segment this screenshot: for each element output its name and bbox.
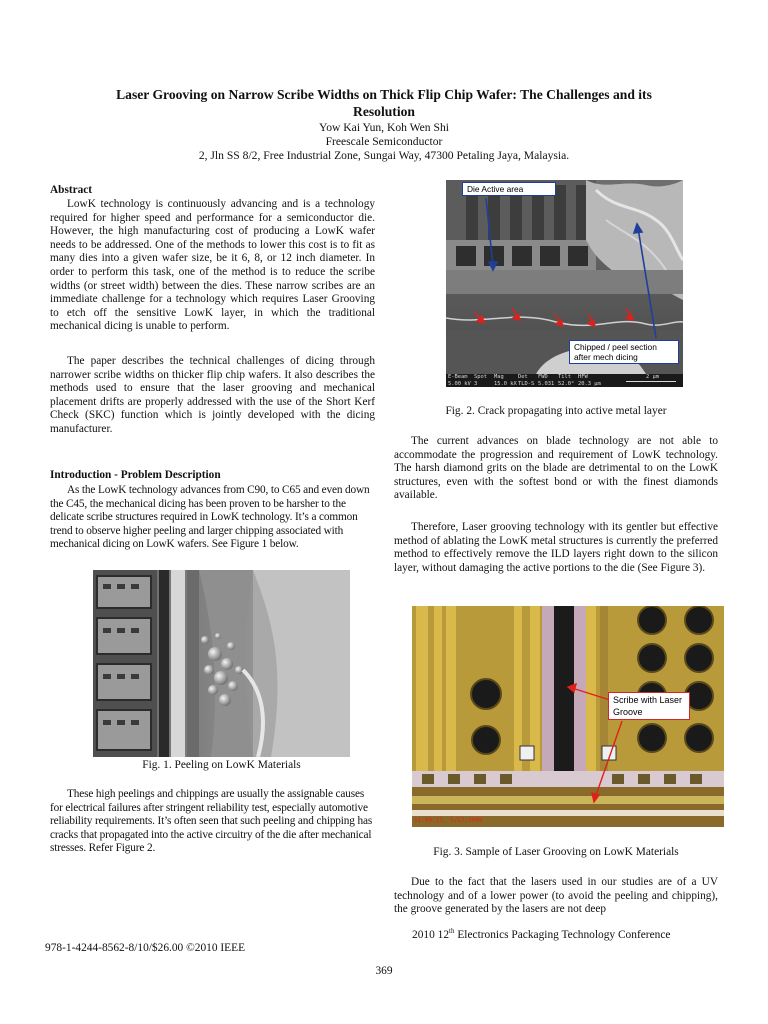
- sem-value-hfw: 20.3 µm: [578, 380, 601, 387]
- page-number: 369: [375, 965, 393, 977]
- address: 2, Jln SS 8/2, Free Industrial Zone, Sungai Way, 47300 Petaling Jaya, Malaysia.: [198, 149, 570, 162]
- sem-scale: 2 µm: [646, 374, 659, 380]
- sem-header-hfw: HFW: [578, 374, 588, 380]
- affiliation: Freescale Semiconductor: [325, 135, 443, 148]
- conference-name: Electronics Packaging Technology Conference: [454, 928, 671, 941]
- sem-value-tilt: 52.0°: [558, 380, 575, 387]
- right-paragraph-3: Due to the fact that the lasers used in our studies are of a UV technology and of a lower power (to avoid the peeling and chipping), the groove generated by the lasers are not deep: [394, 876, 718, 916]
- figure-3-caption: Fig. 3. Sample of Laser Grooving on LowK Materials: [433, 846, 679, 858]
- figure-1-image: [93, 570, 350, 757]
- sem-value-spot: 3: [474, 380, 478, 387]
- conference-ordinal: th: [449, 927, 455, 935]
- intro-paragraph-2: These high peelings and chippings are usually the assignable causes for electrical failures after stringent reliability test, especially automotive reliability requirements. It’s often seen that such peeling and chipping has cracks that propagated into the active circuitry of the die after mechanical stresses. Refer Figure 2.: [50, 788, 373, 855]
- sem-value-mag: 15.0 kX: [494, 380, 517, 387]
- sem-header-spot: Spot: [474, 374, 487, 380]
- figure-2-label-die-active: Die Active area: [462, 182, 556, 196]
- figure-2-sem-databar: [446, 374, 683, 387]
- figure-3-label-scribe: Scribe with Laser Groove: [608, 692, 690, 720]
- conference-line: [412, 927, 670, 941]
- figure-2-image: [446, 180, 683, 387]
- intro-heading: Introduction - Problem Description: [50, 469, 221, 481]
- figure-2-label-chipped: Chipped / peel section after mech dicing: [569, 340, 679, 364]
- sem-header-det: Det: [518, 374, 528, 380]
- intro-paragraph-1: As the LowK technology advances from C90, to C65 and even down the C45, the mechanical dicing has been proven to be harsher to the delicate scribe structures required in LowK technology. It’s a common trend to observe higher peeling and larger chipping associated with mechanical dicing on LowK wafers. See Figure 1 below.: [50, 484, 370, 551]
- abstract-paragraph-2: The paper describes the technical challenges of dicing through narrower scribe widths on thicker flip chip wafers. It also describes the methods used to ensure that the laser grooving and mechanical placement drifts are properly addressed with the use of the Short Kerf Check (SKC) function which is jointly developed with the dicing manufacturer.: [50, 355, 375, 435]
- authors: Yow Kai Yun, Koh Wen Shi: [319, 121, 449, 134]
- sem-header-beam: E-Beam: [448, 374, 468, 380]
- sem-header-mag: Mag: [494, 374, 504, 380]
- sem-header-fwd: FWD: [538, 374, 548, 380]
- sem-value-det: TLD-S: [518, 380, 535, 387]
- abstract-paragraph-1: LowK technology is continuously advancing and is a technology required for higher speed and performance for a semiconductor die. However, the high manufacturing cost of producing a LowK wafer needs to be addressed. One of the methods to lower this cost is to fit as many dies into a given wafer size, be it 6, 8, or 12 inch diameter. In order to perform this task, one of the method is to reduce the scribe widths (or street width) between the dies. These narrow scribes are an immediate challenge for a technology which requires Laser Grooving to etch off the sensitive LowK layer, in which the traditional mechanical dicing is unable to perform.: [50, 198, 375, 333]
- paper-title-line1: Laser Grooving on Narrow Scribe Widths on Thick Flip Chip Wafer: The Challenges and its: [116, 87, 652, 102]
- figure-3-timestamp: 11:09:13, 5/27/2009: [414, 817, 483, 824]
- sem-value-beam: 5.00 kV: [448, 380, 471, 387]
- paper-title: [60, 86, 708, 120]
- figure-3-image: [412, 606, 724, 827]
- conference-year: 2010 12: [412, 928, 450, 941]
- sem-scale-bar: [626, 381, 676, 382]
- paper-title-line2: Resolution: [353, 104, 415, 119]
- sem-value-fwd: 5.031: [538, 380, 555, 387]
- sem-header-tilt: Tilt: [558, 374, 571, 380]
- figure-2-caption: Fig. 2. Crack propagating into active metal layer: [445, 405, 667, 417]
- isbn-line: 978-1-4244-8562-8/10/$26.00 ©2010 IEEE: [45, 942, 246, 954]
- figure-1-sem-graphic: [93, 570, 350, 757]
- right-paragraph-1: The current advances on blade technology are not able to accommodate the progression and requirement of LowK technology. The harsh diamond grits on the blade are detrimental to on the LowK structures, even with the softest bond or with the finest diamonds available.: [394, 435, 718, 502]
- figure-1-caption: Fig. 1. Peeling on LowK Materials: [142, 759, 301, 771]
- abstract-heading: Abstract: [50, 184, 93, 196]
- right-paragraph-2: Therefore, Laser grooving technology with its gentler but effective method of ablating the LowK metal structures is currently the preferred method to effectively remove the ILD layers right down to the silicon layer, without damaging the active portions to the die (See Figure 3).: [394, 521, 718, 574]
